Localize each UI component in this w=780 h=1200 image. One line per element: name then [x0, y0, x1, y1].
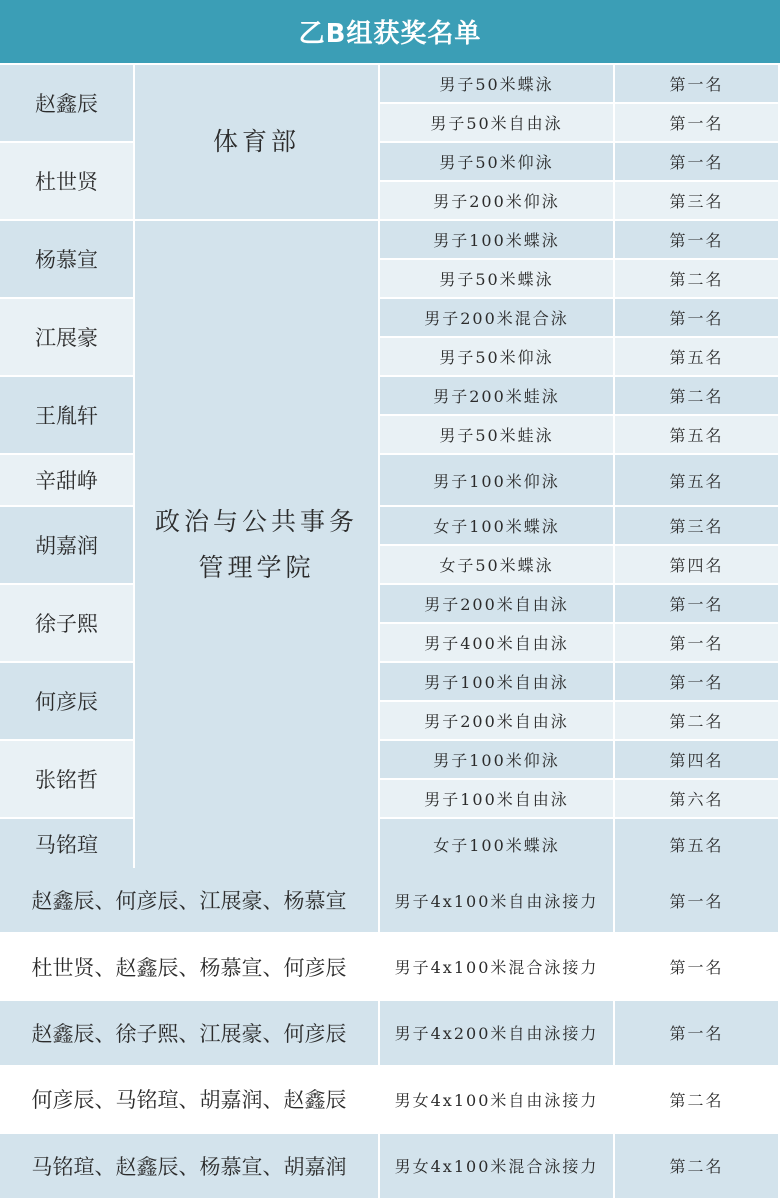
event-rank: 第五名 — [615, 819, 780, 871]
relay-team: 赵鑫辰、徐子熙、江展豪、何彦辰 — [0, 1001, 380, 1067]
relay-rank: 第一名 — [615, 1001, 780, 1067]
athlete-name: 何彦辰 — [0, 663, 135, 741]
relay-event: 男子4x200米自由泳接力 — [380, 1001, 615, 1067]
event-rank: 第一名 — [615, 585, 780, 624]
relay-rank: 第一名 — [615, 934, 780, 1000]
event-rank: 第一名 — [615, 65, 780, 104]
athlete-name: 杨慕宣 — [0, 221, 135, 299]
event-rank: 第四名 — [615, 546, 780, 585]
athlete-name: 胡嘉润 — [0, 507, 135, 585]
event-rank: 第一名 — [615, 143, 780, 182]
event-name: 男子200米蛙泳 — [380, 377, 615, 416]
athlete-name: 辛甜峥 — [0, 455, 135, 507]
event-name: 男子100米蝶泳 — [380, 221, 615, 260]
event-name: 男子50米蝶泳 — [380, 260, 615, 299]
event-name: 男子100米仰泳 — [380, 455, 615, 507]
relay-rank: 第二名 — [615, 1134, 780, 1200]
event-rank: 第三名 — [615, 182, 780, 221]
event-rank: 第一名 — [615, 104, 780, 143]
relay-team: 马铭瑄、赵鑫辰、杨慕宣、胡嘉润 — [0, 1134, 380, 1200]
event-name: 男子50米蛙泳 — [380, 416, 615, 455]
event-name: 男子200米仰泳 — [380, 182, 615, 221]
event-name: 男子50米仰泳 — [380, 143, 615, 182]
relay-event: 男女4x100米混合泳接力 — [380, 1134, 615, 1200]
relay-team: 赵鑫辰、何彦辰、江展豪、杨慕宣 — [0, 868, 380, 934]
department-cell: 政治与公共事务管理学院 — [135, 221, 380, 871]
athlete-name: 王胤轩 — [0, 377, 135, 455]
athlete-name: 江展豪 — [0, 299, 135, 377]
event-rank: 第六名 — [615, 780, 780, 819]
relay-event: 男女4x100米自由泳接力 — [380, 1067, 615, 1133]
event-rank: 第二名 — [615, 260, 780, 299]
event-rank: 第四名 — [615, 741, 780, 780]
athlete-name: 张铭哲 — [0, 741, 135, 819]
event-name: 女子100米蝶泳 — [380, 819, 615, 871]
event-rank: 第五名 — [615, 338, 780, 377]
event-rank: 第三名 — [615, 507, 780, 546]
department-cell: 体育部 — [135, 65, 380, 221]
event-name: 女子100米蝶泳 — [380, 507, 615, 546]
athlete-name: 徐子熙 — [0, 585, 135, 663]
event-name: 男子200米自由泳 — [380, 702, 615, 741]
event-rank: 第一名 — [615, 624, 780, 663]
event-name: 男子50米蝶泳 — [380, 65, 615, 104]
event-name: 男子50米自由泳 — [380, 104, 615, 143]
event-rank: 第一名 — [615, 663, 780, 702]
event-rank: 第五名 — [615, 416, 780, 455]
event-name: 男子50米仰泳 — [380, 338, 615, 377]
relay-team: 杜世贤、赵鑫辰、杨慕宣、何彦辰 — [0, 934, 380, 1000]
event-name: 男子100米仰泳 — [380, 741, 615, 780]
event-rank: 第一名 — [615, 221, 780, 260]
event-rank: 第二名 — [615, 702, 780, 741]
event-name: 男子100米自由泳 — [380, 663, 615, 702]
relay-rank: 第二名 — [615, 1067, 780, 1133]
page-title: 乙B组获奖名单 — [0, 0, 780, 63]
event-name: 男子200米混合泳 — [380, 299, 615, 338]
event-rank: 第二名 — [615, 377, 780, 416]
event-rank: 第五名 — [615, 455, 780, 507]
athlete-name: 赵鑫辰 — [0, 65, 135, 143]
event-name: 男子400米自由泳 — [380, 624, 615, 663]
athlete-name: 马铭瑄 — [0, 819, 135, 871]
event-name: 女子50米蝶泳 — [380, 546, 615, 585]
athlete-name: 杜世贤 — [0, 143, 135, 221]
event-name: 男子200米自由泳 — [380, 585, 615, 624]
relay-rank: 第一名 — [615, 868, 780, 934]
event-rank: 第一名 — [615, 299, 780, 338]
event-name: 男子100米自由泳 — [380, 780, 615, 819]
relay-event: 男子4x100米混合泳接力 — [380, 934, 615, 1000]
relay-team: 何彦辰、马铭瑄、胡嘉润、赵鑫辰 — [0, 1067, 380, 1133]
relay-event: 男子4x100米自由泳接力 — [380, 868, 615, 934]
